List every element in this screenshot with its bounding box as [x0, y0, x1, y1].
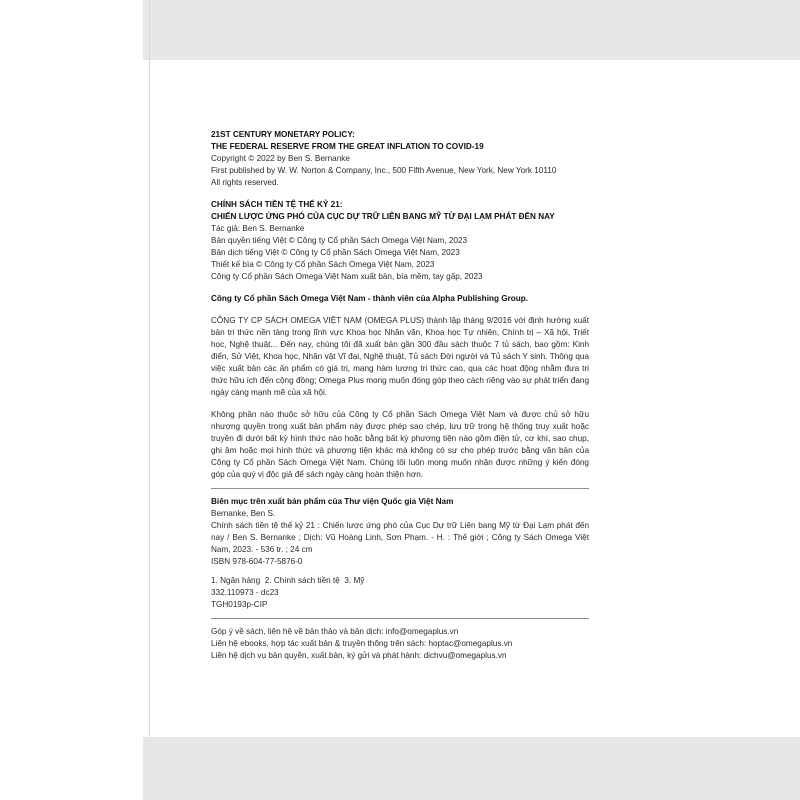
divider-1 [211, 488, 589, 489]
cip-heading: Biên mục trên xuất bản phẩm của Thư viện Quốc gia Việt Nam [211, 497, 454, 506]
vn-title-line-2: CHIẾN LƯỢC ỨNG PHÓ CỦA CỤC DỰ TRỮ LIÊN BANG MỸ TỪ ĐẠI LẠM PHÁT ĐẾN NAY [211, 212, 555, 221]
original-title-line-1: 21ST CENTURY MONETARY POLICY: [211, 130, 355, 139]
publisher-tagline: Công ty Cổ phần Sách Omega Việt Nam - thành viên của Alpha Publishing Group. [211, 294, 529, 303]
vn-author: Tác giả: Ben S. Bernanke [211, 224, 305, 233]
divider-2 [211, 618, 589, 619]
contact-partnership-line: Liên hệ ebooks, hợp tác xuất bản & truyền thông trên sách: hoptac@omegaplus.vn [211, 639, 513, 648]
original-edition-block [211, 129, 589, 189]
legal-notice-paragraph: Không phần nào thuộc sở hữu của Công ty Cổ phần Sách Omega Việt Nam và được chủ sở hữu nhượng quyền trong xuất bản phẩm này được phép sao chép, lưu trữ trong hệ thống truy xuất hoặc truyền đi dưới bất kỳ hình thức nào hoặc bằng bất kỳ phương tiện nào gồm điện tử, cơ khí, sao chụp, ghi âm hoặc mọi hình thức và phương tiện khác mà không có sự cho phép trước bằng văn bản của Công ty Cổ phần Sách Omega Việt Nam. Chúng tôi luôn mong muốn nhận được những ý kiến đóng góp của quý vị độc giả để sách ngày càng hoàn thiện hơn. [211, 410, 589, 479]
original-title-line-2: THE FEDERAL RESERVE FROM THE GREAT INFLATION TO COVID-19 [211, 142, 484, 151]
cip-description: Chính sách tiền tệ thế kỷ 21 : Chiến lược ứng phó của Cục Dự trữ Liên bang Mỹ từ Đại Lạm phát đến nay / Ben S. Bernanke ; Dịch: Vũ Hoàng Linh, Sơn Phạm. - H. : Thế giới ; Công ty Sách Omega Việt Nam, 2023. - 536 tr. ; 24 cm [211, 521, 589, 554]
contact-block [211, 626, 589, 662]
vn-publication-info: Công ty Cổ phần Sách Omega Việt Nam xuất bản, bìa mềm, tay gấp, 2023 [211, 272, 483, 281]
contact-info-line: Góp ý về sách, liên hệ về bản thảo và bản dịch: info@omegaplus.vn [211, 627, 459, 636]
first-published: First published by W. W. Norton & Company, Inc., 500 Fifth Avenue, New York, New York 10110 [211, 166, 557, 175]
original-copyright: Copyright © 2022 by Ben S. Bernanke [211, 154, 350, 163]
cip-isbn: ISBN 978-604-77-5876-0 [211, 557, 303, 566]
top-margin-band [143, 0, 800, 60]
about-publisher-paragraph: CÔNG TY CP SÁCH OMEGA VIỆT NAM (OMEGA PLUS) thành lập tháng 9/2016 với định hướng xuất bản tri thức nền tảng trong lĩnh vực Khoa học Nhân văn, Khoa học Tự nhiên, Chính trị – Xã hội, Triết học, Nghệ thuật... Đến nay, chúng tôi đã xuất bản gần 300 đầu sách thuộc 7 tủ sách, bao gồm: Kinh điển, Sử Việt, Khoa học, Nhân vật Vĩ đại, Nghệ thuật, Tủ sách Đời người và Tủ sách Y sinh. Thông qua việc xuất bản các ấn phẩm có giá trị, mang hàm lượng tri thức cao, qua các hoạt động nhằm đưa tri thức hữu ích đến cộng đồng; Omega Plus mong muốn đóng góp theo cách riêng vào sự phát triển đang ngày càng mạnh mẽ của xã hội. [211, 316, 589, 397]
page-edge-line [149, 0, 150, 800]
vietnamese-edition-block [211, 199, 589, 283]
bottom-margin-band [143, 737, 800, 800]
vn-title-line-1: CHÍNH SÁCH TIỀN TỆ THẾ KỶ 21: [211, 200, 343, 209]
all-rights-reserved: All rights reserved. [211, 178, 279, 187]
cip-author: Bernanke, Ben S. [211, 509, 276, 518]
vn-copyright: Bản quyền tiếng Việt © Công ty Cổ phần Sách Omega Việt Nam, 2023 [211, 236, 468, 245]
vn-cover-design: Thiết kế bìa © Công ty Cổ phần Sách Omega Việt Nam, 2023 [211, 260, 435, 269]
cip-block [211, 496, 589, 611]
cip-classification: 332.110973 - dc23 [211, 588, 279, 597]
copyright-page [211, 129, 589, 662]
vn-translation-copyright: Bản dịch tiếng Việt © Công ty Cổ phần Sách Omega Việt Nam, 2023 [211, 248, 460, 257]
contact-services-line: Liên hệ dịch vụ bản quyền, xuất bản, ký gửi và phát hành: dichvu@omegaplus.vn [211, 651, 507, 660]
cip-subjects: 1. Ngân hàng 2. Chính sách tiền tệ 3. Mỹ [211, 576, 365, 585]
cip-code: TGH0193p-CIP [211, 600, 268, 609]
